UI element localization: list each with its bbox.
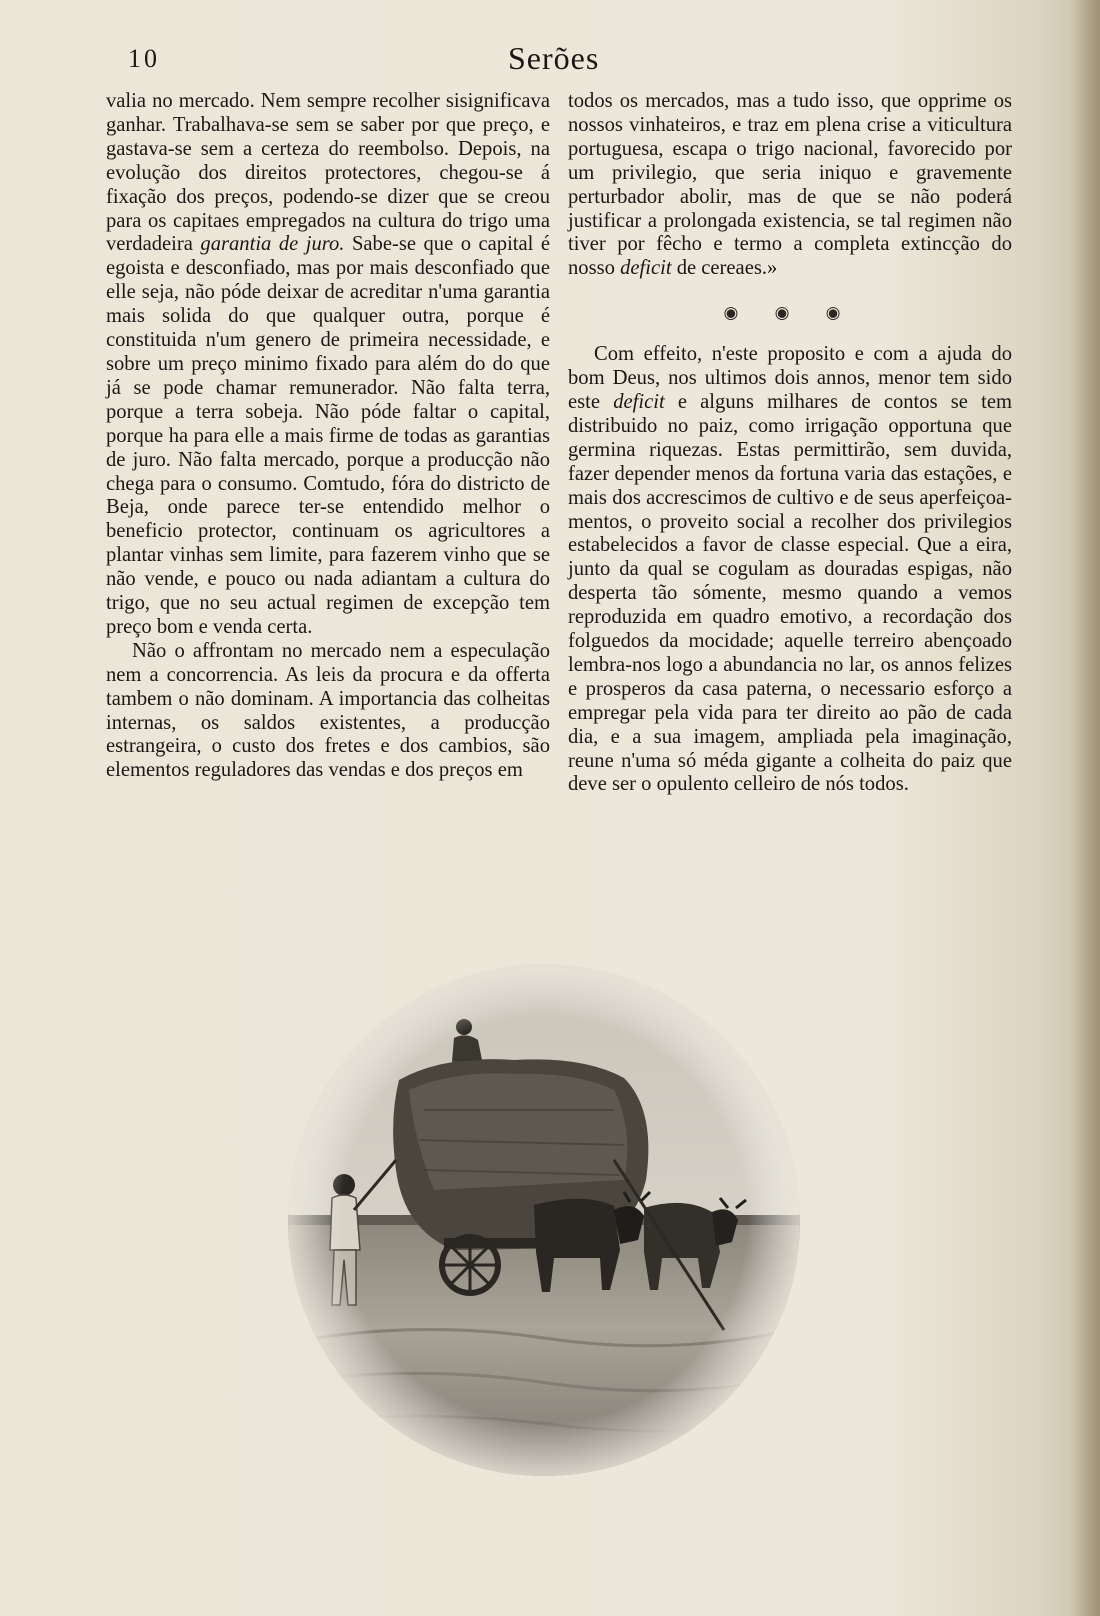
oxcart-hay-harvest-photo (284, 960, 804, 1480)
page-gutter-shadow (1070, 0, 1100, 1616)
italic-phrase: garantia de juro. (200, 233, 345, 256)
right-paragraph-2: Com effeito, n'este proposito e com a ajuda do bom Deus, nos ultimos dois annos, menor tem sido este deficit e alguns milhares de contos se tem distribuido no paiz, como irrigação opportuna que germina riquezas. Estas permittirão, sem duvida, fazer depender menos da fortuna varia das estações, e mais dos accrescimos de cultivo e de seus aperfeiçoamentos, o proveito social a recolher dos privilegios estabelecidos a favor de classe especial. Que a eira, junto da qual se cogulam as douradas espigas, não desperta tão sómente, mesmo quando a vemos reproduzida em quadro emotivo, a recordação dos folguedos da mocidade; aquelle terreiro abençoado lembra-nos logo a abundancia no lar, os annos felizes e prosperos da casa paterna, o necessario esforço a empregar pela vida para ter direito ao pão de cada dia, e a sua imagem, ampliada pela imaginação, reune n'uma só méda gigante a colheita do paiz que deve ser o opulento celleiro de nós todos. (568, 343, 1012, 796)
right-column (568, 90, 1012, 797)
page-number: 10 (128, 44, 160, 73)
italic-word: deficit (620, 257, 672, 280)
left-column (106, 90, 550, 783)
left-paragraph-2: Não o affrontam no mercado nem a especulação nem a concorrencia. As leis da procura e da offerta tambem o não dominam. A importancia das colheitas internas, os saldos existentes, a producção estrangeira, o custo dos fretes e dos cambios, são elementos reguladores das vendas e dos preços em (106, 639, 550, 782)
section-ornament: ◉ ◉ ◉ (723, 303, 857, 323)
italic-word: deficit (613, 390, 665, 413)
left-paragraph-1: valia no mercado. Nem sempre recolher sisignificava ganhar. Trabalhava-se sem se saber por que preço, e gastava-se sem a certeza do reembolso. Depois, na evolução dos direitos protectores, chegou-se á fixação dos preços, podendo-se dizer que se creou para os capitaes empregados na cultura do trigo uma verdadeira garantia de juro. Sabe-se que o capital é egoista e desconfiado, mas por mais desconfiado que elle seja, não póde deixar de acreditar n'uma garantia mais solida do que qualquer outra, porque é constituida n'um genero de primeira necessidade, e sobre um preço minimo fixado para além do do que já se pode chamar remunerador. Não falta terra, porque a terra sobeja. Não póde faltar o capital, porque ha para elle a mais firme de todas as garantias de juro. Não falta mercado, porque a producção não chega para o consumo. Comtudo, fóra do districto de Beja, onde parece ter-se entendido melhor o beneficio protector, continuam os agricultores a plantar vinhas sem limite, para fazerem vinho que se não vende, e pouco ou nada adiantam a cultura do trigo, que no seu actual regimen de excepção tem preço bom e venda certa. (106, 90, 551, 638)
running-title: Serões (508, 40, 600, 76)
right-paragraph-1: todos os mercados, mas a tudo isso, que opprime os nossos vinhateiros, e traz em plena crise a viticultura portuguesa, escapa o trigo nacional, favorecido por um privilegio, que seria iniquo e gravemente perturbador abolir, mas de que se não poderá justificar a prolongada existencia, se tal regimen não tiver por fêcho e termo a completa extincção do nosso deficit de cereaes.» (568, 90, 1012, 280)
